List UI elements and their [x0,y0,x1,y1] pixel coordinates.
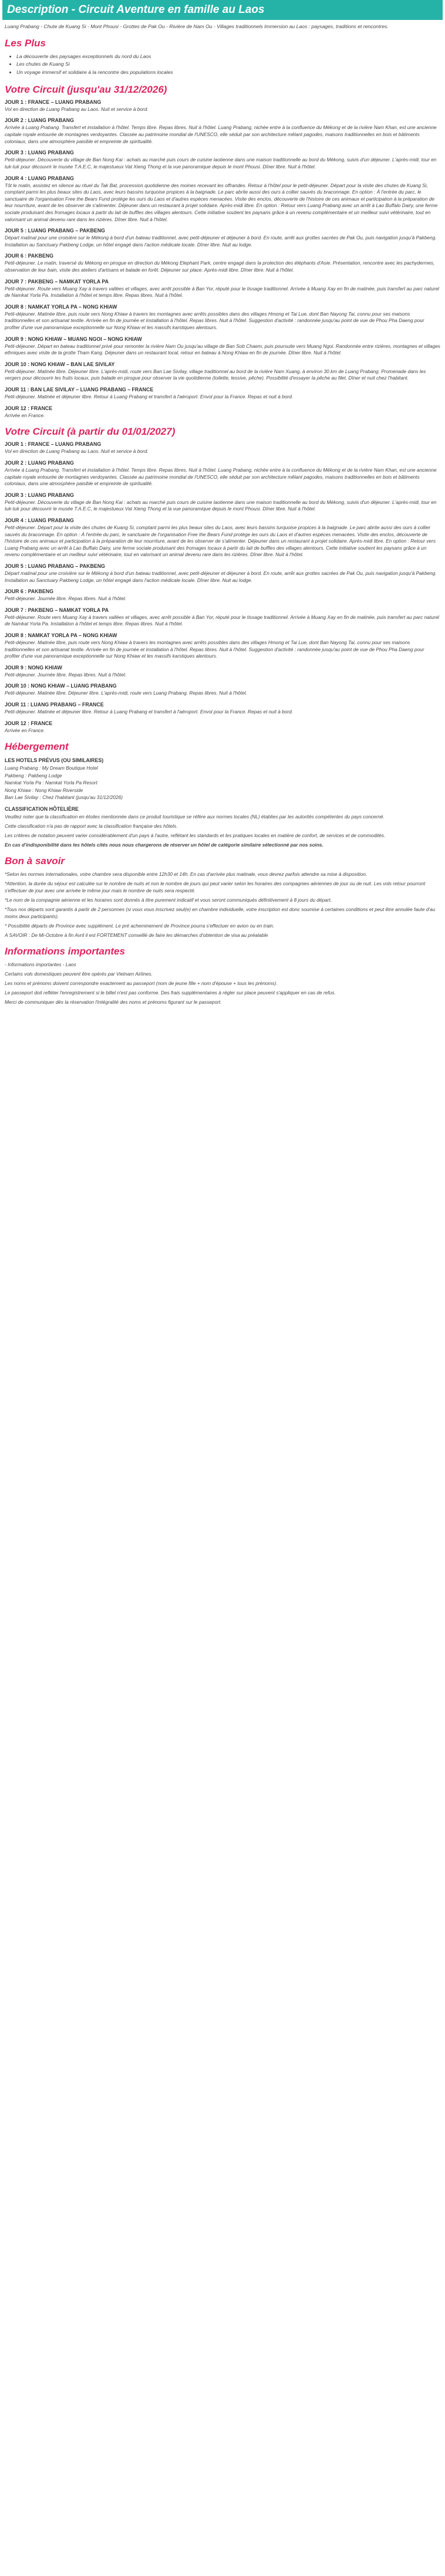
classification-line: Veuillez noter que la classification en étoiles mentionnée dans ce produit touristique se réfère aux normes locales (NL) établies par les autorités compétentes du pays concerné. [5,813,385,820]
day-text: Départ matinal pour une croisière sur le Mékong à bord d'un bateau traditionnel, avec petit-déjeuner et déjeuner à bord. En route, arrêt aux grottes sacrées de Pak Ou, puis navigation jusqu'à Pakbeng. Installation au Sanctuary Pakbeng Lodge, un hôtel engagé dans l'action médicale locale. Dîner libre. Nuit au lodge. [5,570,437,583]
day-heading: JOUR 4 : LUANG PRABANG [5,175,74,181]
day-text: Petit-déjeuner. Matinée et déjeuner libre. Retour à Luang Prabang et transfert à l'aéroport. Envol pour la France. Repas et nuit à bord. [5,709,294,715]
day-text: Petit-déjeuner. Départ en bateau traditionnel privé pour remonter la rivière Nam Ou jusqu'au village de Ban Sob Chaem, puis poursuite vers Muang Ngoi. Randonnée entre rizières, montagnes et villages ethniques avec visite de la grotte Tham Kang. Déjeuner dans un restaurant local, retour en bateau à Nong Khiaw en fin de journée. Dîner libre. Nuit à l'hôtel. [5,343,440,356]
day-heading: JOUR 6 : PAKBENG [5,253,53,259]
savoir-line: *Le nom de la compagnie aérienne et les horaires sont donnés à titre purement indicatif et vous seront communiqués définitivement à 8 jours du départ. [5,896,332,903]
circuit1-days [2,99,443,419]
day-heading: JOUR 12 : FRANCE [5,405,53,411]
page-title: Description - Circuit Aventure en famille au Laos [7,4,265,16]
day-heading: JOUR 9 : NONG KHIAW [5,664,62,671]
day-block [5,361,440,382]
day-block [5,99,440,113]
info-line: Les noms et prénoms doivent correspondre exactement au passeport (nom de jeune fille + nom d'épouse + tous les prénoms). [5,980,278,986]
day-heading: JOUR 5 : LUANG PRABANG – PAKBENG [5,228,105,234]
plus-title: Les Plus [5,37,46,49]
indispo-text: En cas d'indisponibilité dans les hôtels cités nous nous chargerons de réserver un hôtel de catégorie similaire sélectionné par nos soins. [5,841,323,848]
day-block [5,441,440,455]
day-heading: JOUR 12 : FRANCE [5,720,53,726]
infos-title: Informations importantes [5,945,125,957]
day-heading: JOUR 11 : LUANG PRABANG – FRANCE [5,702,104,708]
day-block [5,517,440,558]
day-heading: JOUR 3 : LUANG PRABANG [5,150,74,156]
day-block [5,460,440,488]
hotels-heading: LES HOTELS PRÉVUS (OU SIMILAIRES) [5,757,104,764]
day-text: Tôt le matin, assistez en silence au rituel du Tak Bat, procession quotidienne des moines recevant les offrandes. Retour à l'hôtel pour le petit-déjeuner. Départ pour la visite des chutes de Kuang Si, comptant parmi les plus beaux sites du Laos, avec leurs bassins turquoise propices à la baignade. Le parc abrite aussi des ours à collier sauvés du braconnage. En option : À l'entrée du parc, le sanctuaire de l'organisation Free the Bears Fund protège les ours du Laos et d'autres espèces menacées. Visite des enclos, découverte de l'histoire de ces animaux et participation à la préparation de leur nourriture, avant de les observer de s'alimenter. Déjeuner dans un restaurant à projet solidaire. Après-midi libre. En option : Retour vers Luang Prabang avec un arrêt à Lao Buffalo Dairy, une ferme sociale produisant des fromages locaux à partir du lait de buffles des villages alentours. Cette initiative soutient les paysans grâce à un revenu complémentaire et un meilleur suivi vétérinaire, tout en valorisant un animal devenu rare dans les rizières. Dîner libre. Nuit à l'hôtel. [5,182,438,222]
day-block [5,279,440,299]
page [0,0,445,1006]
day-text: Vol en direction de Luang Prabang au Laos. Nuit et service à bord. [5,106,149,112]
day-text: Petit-déjeuner. Le matin, traversé du Mékong en pirogue en direction du Mékong Elephant Park, centre engagé dans la protection des éléphants d'Asie. Présentation, rencontre avec les pachydermes, observation de leur bain, visite des ateliers d'artisans et balade en forêt. Déjeuner sur place. Après-midi libre. Dîner libre. Nuit à l'hôtel. [5,260,435,273]
infos-text [2,961,443,1006]
day-block [5,253,440,273]
day-block [5,563,440,584]
day-heading: JOUR 4 : LUANG PRABANG [5,517,74,523]
hotel-item: Nong Khiaw : Nong Khiaw Riverside [5,787,83,793]
day-heading: JOUR 1 : FRANCE – LUANG PRABANG [5,441,102,448]
day-block [5,228,440,248]
day-heading: JOUR 7 : PAKBENG – NAMKAT YORLA PA [5,607,109,613]
savoir-title: Bon à savoir [5,855,65,866]
day-heading: JOUR 8 : NAMKAT YORLA PA – NONG KHIAW [5,632,117,639]
day-block [5,492,440,513]
day-heading: JOUR 7 : PAKBENG – NAMKAT YORLA PA [5,278,109,285]
day-text: Petit-déjeuner. Matinée libre, puis route vers Nong Khiaw à travers les montagnes avec arrêts possibles dans des villages Hmong et Tai Lue, dont Ban Nayong Tai, connu pour ses maisons traditionnelles et son artisanat textile. Arrivée en fin de journée et installation à l'hôtel. Repas libres. Nuit à l'hôtel. Suggestion d'activité : randonnée jusqu'au point de vue de Phou Pha Daeng pour profiter d'une vue panoramique exceptionnelle sur Nong Khiaw et les massifs karstiques alentours. [5,639,424,659]
day-heading: JOUR 9 : NONG KHIAW – MUANG NGOI – NONG KHIAW [5,336,142,342]
day-text: Petit-déjeuner. Journée libre. Repas libres. Nuit à l'hôtel. [5,671,126,678]
day-text: Petit-déjeuner. Matinée libre. Déjeuner libre. L'après-midi, route vers Ban Lae Sivilay, village traditionnel au bord de la rivière Nam Xuang, à environ 30 km de Luang Prabang. Promenade dans les vergers pour découvrir les fruits locaux, puis balade en pirogue pour observer la vie quotidienne (toilette, lessive, pêche). Possibilité d'essayer la pêche au filet. Dîner et nuit chez l'habitant. [5,368,426,381]
savoir-line: A SAVOIR : De Mi-Octobre à fin Avril il est FORTEMENT conseillé de faire les démarches d'obtention de visa au préalable [5,932,268,938]
intro-text: Luang Prabang - Chute de Kuang Si - Mont Phousi - Grottes de Pak Ou - Rivière de Nam Ou - Villages traditionnels Immersion au Laos : paysages, traditions et rencontres. [5,23,389,29]
day-block [5,117,440,145]
hotel-item: Namkat Yorla Pa : Namkat Yorla Pa Resort [5,780,97,786]
plus-item: • Les chutes de Kuang Si [16,60,443,69]
day-text: Arrivée en France. [5,727,45,733]
hotel-list [2,764,443,801]
day-block [5,683,440,697]
day-text: Arrivée en France. [5,412,45,418]
info-line: Le passeport doit refléter l'enregistrement si le billet n'est pas conforme. Des frais supplémentaires à régler sur place peuvent s'appliquer en cas de refus. [5,989,336,996]
day-text: Vol en direction de Luang Prabang au Laos. Nuit et service à bord. [5,448,149,455]
circuit2-title: Votre Circuit (à partir du 01/01/2027) [5,426,176,438]
day-text: Arrivée à Luang Prabang. Transfert et installation à l'hôtel. Temps libre. Repas libres. Nuit à l'hôtel. Luang Prabang, nichée entre à la confluence du Mékong et de la rivière Nam Khan, est une ancienne capitale royale entourée de montagnes verdoyantes. Classée au patrimoine mondial de l'UNESCO, elle séduit par son architecture mêlant pagodes, maisons traditionnelles en bois et bâtiments coloniaux, dans une atmosphère paisible et empreinte de spiritualité. [5,124,437,144]
info-line: Certains vols domestiques peuvent être opérés par Vietnam Airlines. [5,970,153,977]
classification-line: Cette classification n'a pas de rapport avec la classification française des hôtels. [5,822,178,829]
day-heading: JOUR 1 : FRANCE – LUANG PRABANG [5,99,102,105]
day-block [5,632,440,660]
day-block [5,336,440,357]
day-heading: JOUR 6 : PAKBENG [5,588,53,595]
day-block [5,175,440,224]
info-line: - Informations importantes - Laos [5,961,76,967]
day-text: Petit-déjeuner. Découverte du village de Ban Nong Kai : achats au marché puis cours de cuisine laotienne dans une maison traditionnelle au bord du Mékong, suivis d'un déjeuner. L'après-midi, tour en tuk-tuk pour découvrir le musée T.A.E.C, le majestueux Vat Xieng Thong et la vue panoramique depuis le mont Phousi. Dîner libre. Nuit à l'hôtel. [5,157,437,170]
day-block [5,665,440,679]
day-heading: JOUR 11 : BAN LAE SIVILAY – LUANG PRABANG – FRANCE [5,387,154,393]
day-heading: JOUR 2 : LUANG PRABANG [5,459,74,466]
circuit1-title: Votre Circuit (jusqu'au 31/12/2026) [5,83,167,95]
day-heading: JOUR 8 : NAMKAT YORLA PA – NONG KHIAW [5,303,117,310]
day-block [5,405,440,419]
day-heading: JOUR 10 : NONG KHIAW – BAN LAE SIVILAY [5,361,115,367]
savoir-text [2,871,443,939]
day-block [5,720,440,734]
day-text: Petit-déjeuner. Route vers Muang Xay à travers vallées et villages, avec arrêt possible à Ban Yor, réputé pour le tissage traditionnel. Arrivée à Muang Xay en fin de matinée, puis transfert au parc naturel de Namkat Yorla Pa. Installation à l'hôtel et temps libre. Repas libres. Nuit à l'hôtel. [5,614,439,627]
hotel-item: Pakbeng : Pakbeng Lodge [5,772,62,778]
day-text: Petit-déjeuner. Départ pour la visite des chutes de Kuang Si, comptant parmi les plus beaux sites du Laos, avec leurs bassins turquoise propices à la baignade. Le parc abrite aussi des ours à collier sauvés du braconnage. En option : À l'entrée du parc, le sanctuaire de l'organisation Free the Bears Fund protège les ours du Laos et d'autres espèces menacées. Visite des enclos, découverte de l'histoire de ces animaux et participation à la préparation de leur nourriture, avant de les observer de s'alimenter. Déjeuner dans un restaurant à projet solidaire. Après-midi libre. En option : Retour vers Luang Prabang avec un arrêt à Lao Buffalo Dairy, une ferme sociale produisant des fromages locaux à partir du lait de buffles des villages alentours. Cette initiative soutient les paysans grâce à un revenu complémentaire et un meilleur suivi vétérinaire, tout en valorisant un animal devenu rare dans les rizières. Dîner libre. Nuit à l'hôtel. [5,524,436,558]
day-text: Arrivée à Luang Prabang. Transfert et installation à l'hôtel. Temps libre. Repas libres. Nuit à l'hôtel. Luang Prabang, nichée entre à la confluence du Mékong et de la rivière Nam Khan, est une ancienne capitale royale entourée de montagnes verdoyantes. Classée au patrimoine mondial de l'UNESCO, elle séduit par son architecture mêlant pagodes, maisons traditionnelles en bois et bâtiments coloniaux, dans une atmosphère paisible et empreinte de spiritualité. [5,466,437,487]
hotel-item: Luang Prabang : My Dream Boutique Hotel [5,765,98,771]
day-heading: JOUR 10 : NONG KHIAW – LUANG PRABANG [5,683,117,689]
classification-line: Les critères de notation peuvent varier considérablement d'un pays à l'autre, reflétant les standards et les pratiques locales en matière de confort, de services et de commodités. [5,832,386,838]
plus-item: • Un voyage immersif et solidaire à la rencontre des populations locales [16,69,443,77]
hotel-item: Ban Lae Sivilay : Chez l'habitant (jusqu'au 31/12/2026) [5,794,123,801]
circuit2-days [2,441,443,734]
day-text: Petit-déjeuner. Découverte du village de Ban Nong Kai : achats au marché puis cours de cuisine laotienne dans une maison traditionnelle au bord du Mékong, suivis d'un déjeuner. L'après-midi, tour en tuk-tuk pour découvrir le musée T.A.E.C, le majestueux Vat Xieng Thong et la vue panoramique depuis le mont Phousi. Dîner libre. Nuit à l'hôtel. [5,499,437,512]
plus-list [11,53,443,77]
plus-item: • La découverte des paysages exceptionnels du nord du Laos [16,53,443,61]
indispo-block [2,841,443,848]
day-block [5,588,440,602]
day-block [5,387,440,401]
day-block [5,607,440,628]
savoir-line: *Attention, la durée du séjour est calculée sur le nombre de nuits et non le nombre de jours qui peut varier selon les horaires des compagnies aériennes de jour ou de nuit. Les vols retour pourront s'effectuer de jour avec une arrivée le même jour mais le nombre de nuits sera respecté. [5,880,426,893]
day-heading: JOUR 2 : LUANG PRABANG [5,117,74,124]
savoir-line: *Selon les normes internationales, votre chambre sera disponible entre 12h30 et 14h. En cas d'arrivée plus matinale, vous devrez parfois attendre sa mise à disposition. [5,871,368,877]
day-text: Petit-déjeuner. Matinée et déjeuner libre. Retour à Luang Prabang et transfert à l'aéroport. Envol pour la France. Repas et nuit à bord. [5,394,294,400]
day-block [5,304,440,331]
classification-text [2,813,443,839]
title-banner [2,0,443,20]
day-text: Petit-déjeuner. Journée libre. Repas libres. Nuit à l'hôtel. [5,595,126,602]
day-text: Petit-déjeuner. Matinée libre. Déjeuner libre. L'après-midi, route vers Luang Prabang. Repas libres. Nuit à l'hôtel. [5,690,247,696]
day-text: Petit-déjeuner. Route vers Muang Xay à travers vallées et villages, avec arrêt possible à Ban Yor, réputé pour le tissage traditionnel. Arrivée à Muang Xay en fin de matinée, puis transfert au parc naturel de Namkat Yorla Pa. Installation à l'hôtel et temps libre. Repas libres. Nuit à l'hôtel. [5,285,439,299]
day-heading: JOUR 3 : LUANG PRABANG [5,492,74,498]
info-line: Merci de communiquer dès la réservation l'intégralité des noms et prénoms figurant sur le passeport. [5,998,222,1005]
day-heading: JOUR 5 : LUANG PRABANG – PAKBENG [5,563,105,569]
day-block [5,702,440,716]
hebergement-title: Hébergement [5,741,69,753]
day-text: Petit-déjeuner. Matinée libre, puis route vers Nong Khiaw à travers les montagnes avec arrêts possibles dans des villages Hmong et Tai Lue, dont Ban Nayong Tai, connu pour ses maisons traditionnelles et son artisanat textile. Arrivée en fin de journée et installation à l'hôtel. Repas libres. Nuit à l'hôtel. Suggestion d'activité : randonnée jusqu'au point de vue de Phou Pha Daeng pour profiter d'une vue panoramique exceptionnelle sur Nong Khiaw et les massifs karstiques alentours. [5,310,424,331]
savoir-line: * Possibilité départs de Province avec supplément. Le pré acheminement de Province pourra s'effectuer en avion ou en train. [5,922,275,929]
day-text: Départ matinal pour une croisière sur le Mékong à bord d'un bateau traditionnel, avec petit-déjeuner et déjeuner à bord. En route, arrêt aux grottes sacrées de Pak Ou, puis navigation jusqu'à Pakbeng. Installation au Sanctuary Pakbeng Lodge, un hôtel engagé dans l'action médicale locale. Dîner libre. Nuit au lodge. [5,235,437,248]
savoir-line: *Tous nos départs sont garantis à partir de 2 personnes (si vous vous inscrivez seul(e) en chambre individuelle, votre inscription est donc soumise à certaines conditions et peut être annulée faute d'au moins deux participants). [5,906,436,919]
day-block [5,150,440,170]
classification-heading: CLASSIFICATION HÔTELIÈRE [5,805,79,812]
